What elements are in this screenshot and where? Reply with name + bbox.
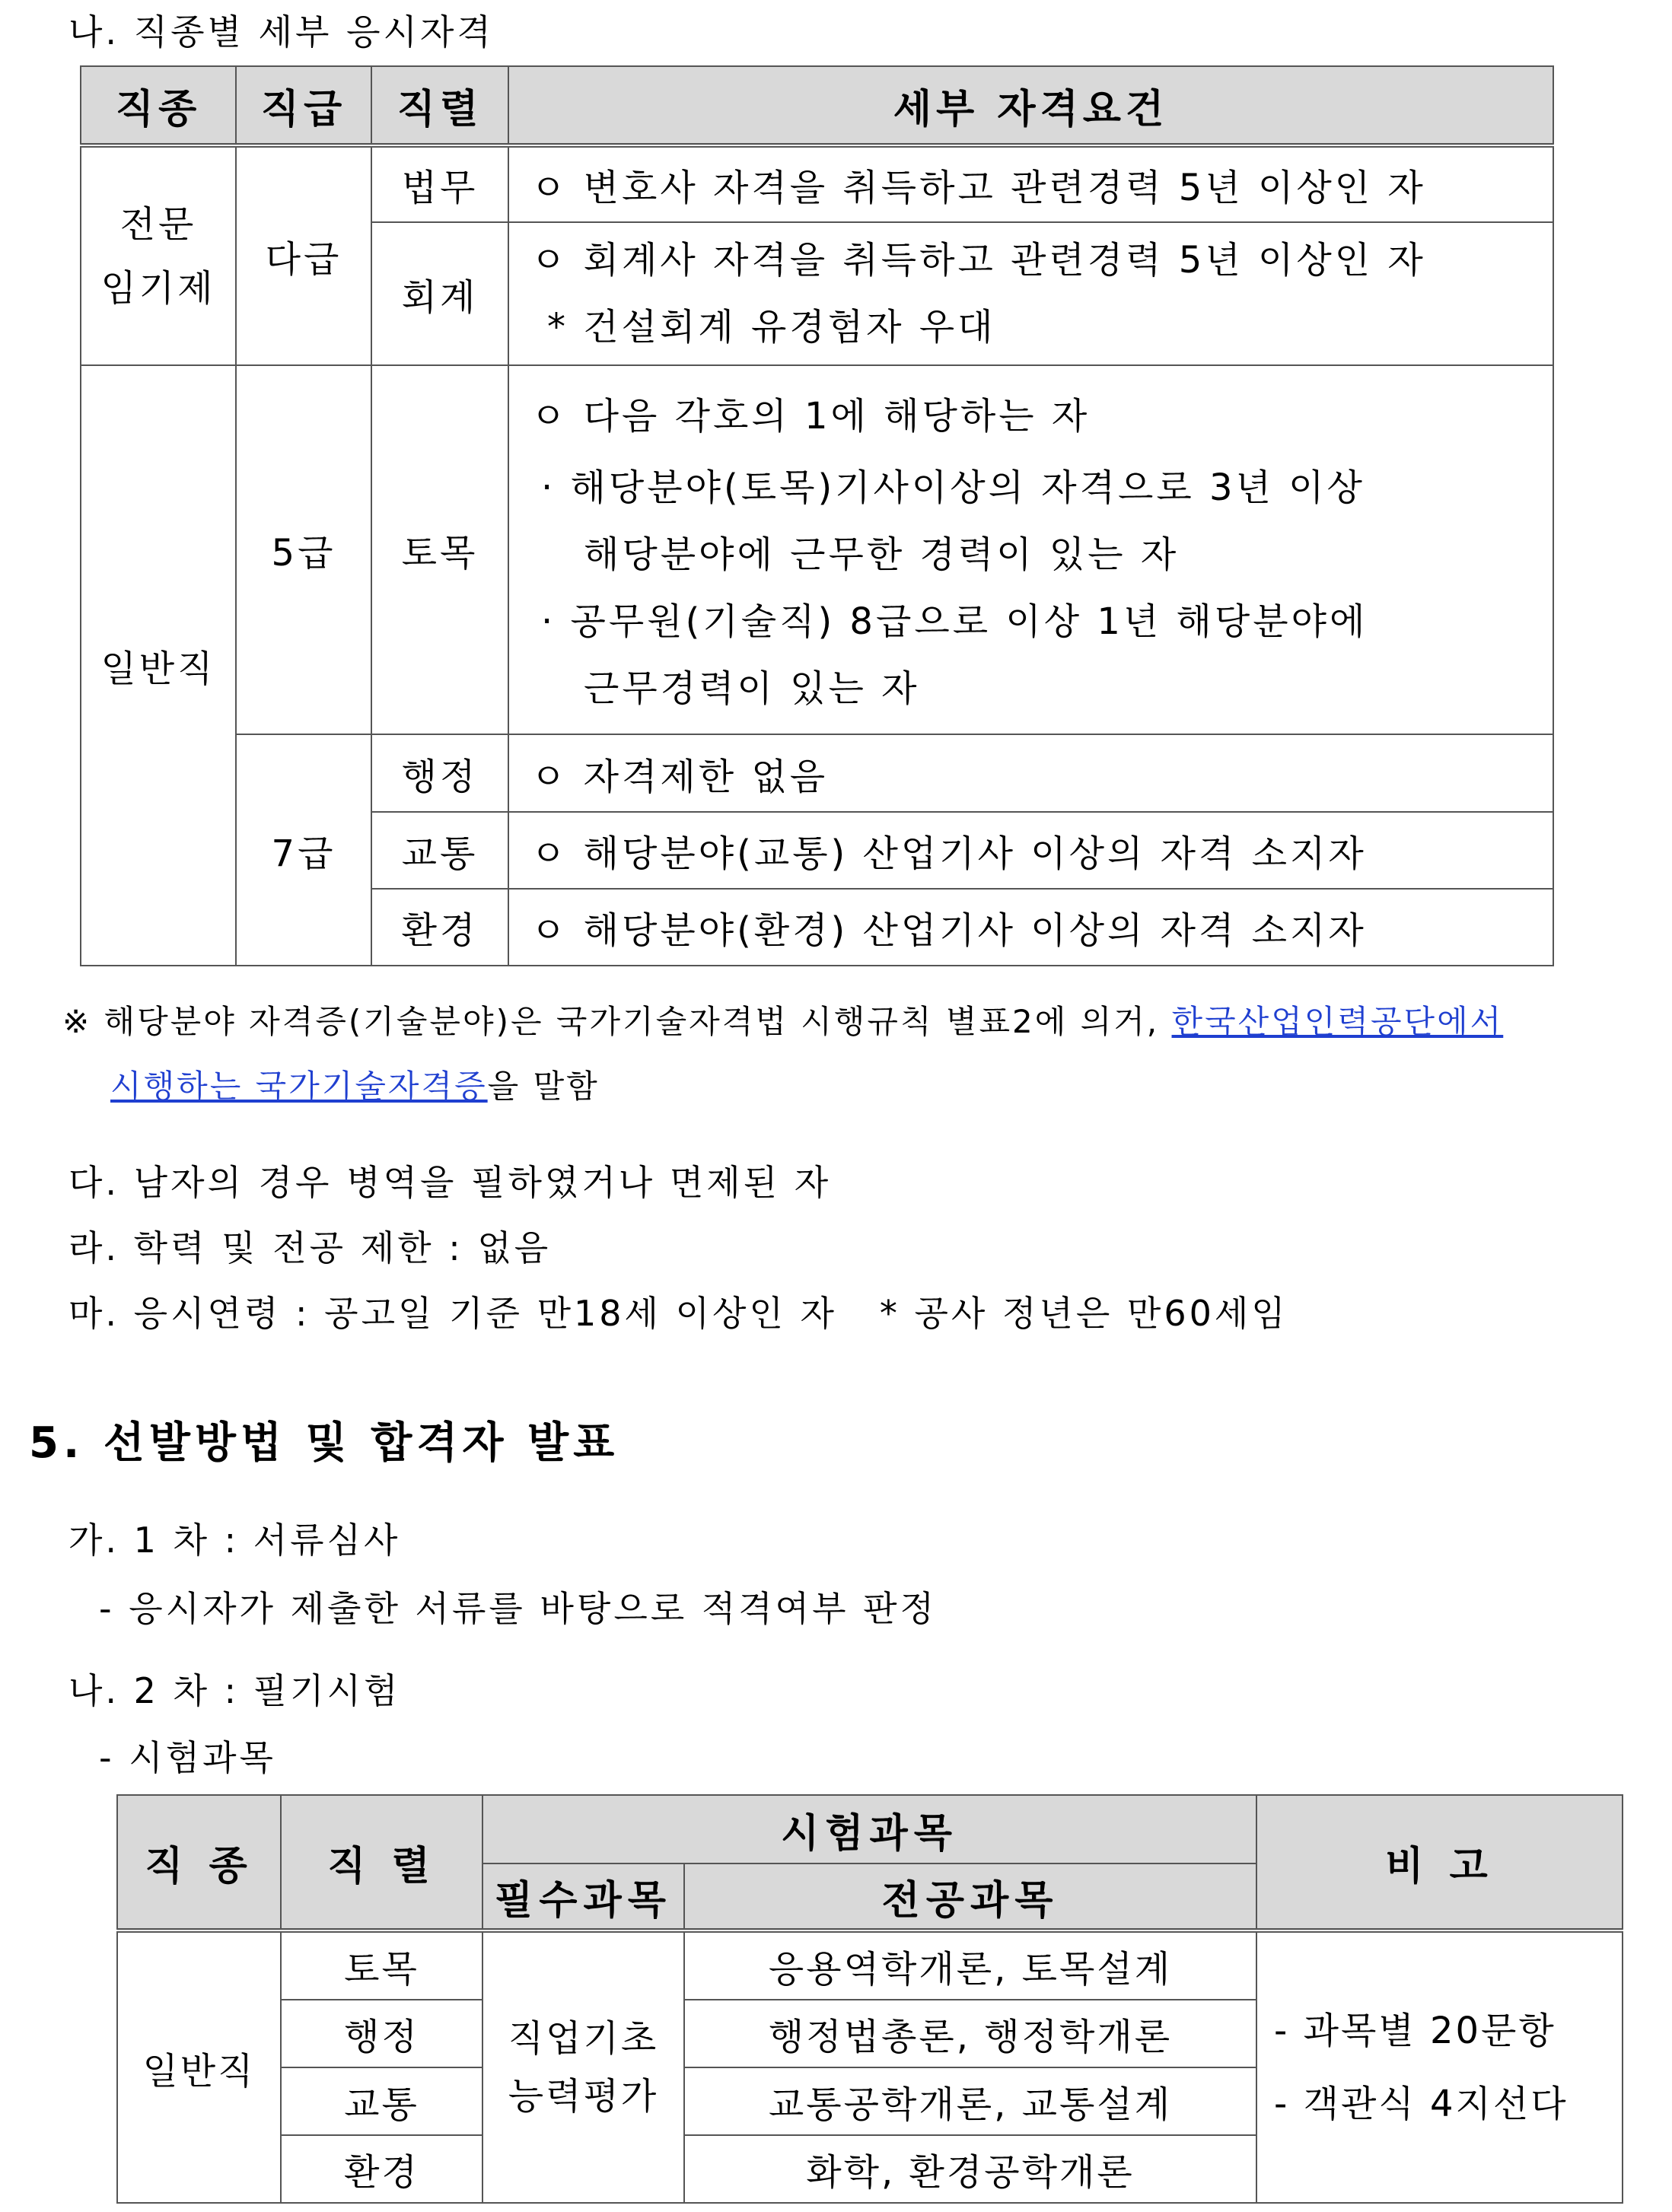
col-header-major: 전공과목 [684, 1863, 1256, 1930]
col-header-remark: 비 고 [1256, 1795, 1623, 1930]
field-cell: 토목 [281, 1930, 482, 2000]
major-subject-cell: 행정법총론, 행정학개론 [684, 2000, 1256, 2067]
table-header-row [117, 1795, 1623, 1863]
grade-cell: 다급 [236, 145, 371, 365]
col-header-field: 직 렬 [281, 1795, 482, 1930]
major-subject-cell: 응용역학개론, 토목설계 [684, 1930, 1256, 2000]
category-cell: 일반직 [117, 1930, 281, 2203]
field-cell: 행정 [371, 734, 508, 812]
table-row [81, 734, 1553, 812]
line-ga: 가. 1 차 : 서류심사 [68, 1520, 401, 1561]
hrd-korea-link[interactable]: 한국산업인력공단에서 [1171, 1003, 1504, 1040]
grade-cell: 7급 [236, 734, 371, 966]
remark-cell: - 과목별 20문항 - 객관식 4지선다 [1256, 1930, 1623, 2203]
grade-cell: 5급 [236, 365, 371, 734]
subheading-na: 나. 직종별 세부 응시자격 [68, 11, 494, 53]
line-ra: 라. 학력 및 전공 제한 : 없음 [68, 1227, 552, 1268]
line-na: 나. 2 차 : 필기시험 [68, 1670, 401, 1711]
category-cell: 전문 임기제 [81, 145, 236, 365]
table-row [81, 365, 1553, 734]
field-cell: 회계 [371, 222, 508, 365]
exam-subjects-table [116, 1794, 1623, 2204]
field-cell: 행정 [281, 2000, 482, 2067]
field-cell: 교통 [281, 2067, 482, 2135]
qualification-note-cont: 시행하는 국가기술자격증을 말함 [110, 1068, 600, 1105]
col-header-requirements: 세부 자격요건 [508, 66, 1553, 145]
line-da: 다. 남자의 경우 병역을 필하였거나 면제된 자 [68, 1162, 832, 1203]
col-header-field: 직렬 [371, 66, 508, 145]
line-na-detail: - 시험과목 [99, 1737, 276, 1778]
requirement-cell: ㅇ 회계사 자격을 취득하고 관련경력 5년 이상인 자 * 건설회계 유경험자 우대 [508, 222, 1553, 365]
field-cell: 환경 [371, 889, 508, 966]
field-cell: 교통 [371, 812, 508, 889]
table-row [81, 145, 1553, 222]
requirement-cell: ㅇ 변호사 자격을 취득하고 관련경력 5년 이상인 자 [508, 145, 1553, 222]
line-ma: 마. 응시연령 : 공고일 기준 만18세 이상인 자 * 공사 정년은 만60세임 [68, 1293, 1288, 1334]
section-title: 5. 선발방법 및 합격자 발표 [29, 1418, 619, 1468]
col-header-required: 필수과목 [482, 1863, 684, 1930]
qualification-note: ※ 해당분야 자격증(기술분야)은 국가기술자격법 시행규칙 별표2에 의거, 한국산업인력공단에서 [62, 1003, 1504, 1040]
qualification-table [80, 65, 1554, 966]
category-cell: 일반직 [81, 365, 236, 966]
major-subject-cell: 교통공학개론, 교통설계 [684, 2067, 1256, 2135]
requirement-cell: ㅇ 해당분야(환경) 산업기사 이상의 자격 소지자 [508, 889, 1553, 966]
requirement-cell: ㅇ 다음 각호의 1에 해당하는 자 · 해당분야(토목)기사이상의 자격으로 3년 이상 해당분야에 근무한 경력이 있는 자 · 공무원(기술직) 8급으로 이상 1년 해당분야에 근무경력이 있는 자 [508, 365, 1553, 734]
major-subject-cell: 화학, 환경공학개론 [684, 2135, 1256, 2203]
col-header-grade: 직급 [236, 66, 371, 145]
field-cell: 법무 [371, 145, 508, 222]
field-cell: 환경 [281, 2135, 482, 2203]
table-header-row [81, 66, 1553, 145]
required-subject-cell: 직업기초 능력평가 [482, 1930, 684, 2203]
table-row [117, 1930, 1623, 2000]
requirement-cell: ㅇ 자격제한 없음 [508, 734, 1553, 812]
field-cell: 토목 [371, 365, 508, 734]
line-ga-detail: - 응시자가 제출한 서류를 바탕으로 적격여부 판정 [99, 1588, 938, 1629]
col-header-category: 직 종 [117, 1795, 281, 1930]
requirement-cell: ㅇ 해당분야(교통) 산업기사 이상의 자격 소지자 [508, 812, 1553, 889]
national-certificate-link[interactable]: 시행하는 국가기술자격증 [110, 1068, 488, 1105]
col-header-subjects: 시험과목 [482, 1795, 1256, 1863]
col-header-category: 직종 [81, 66, 236, 145]
